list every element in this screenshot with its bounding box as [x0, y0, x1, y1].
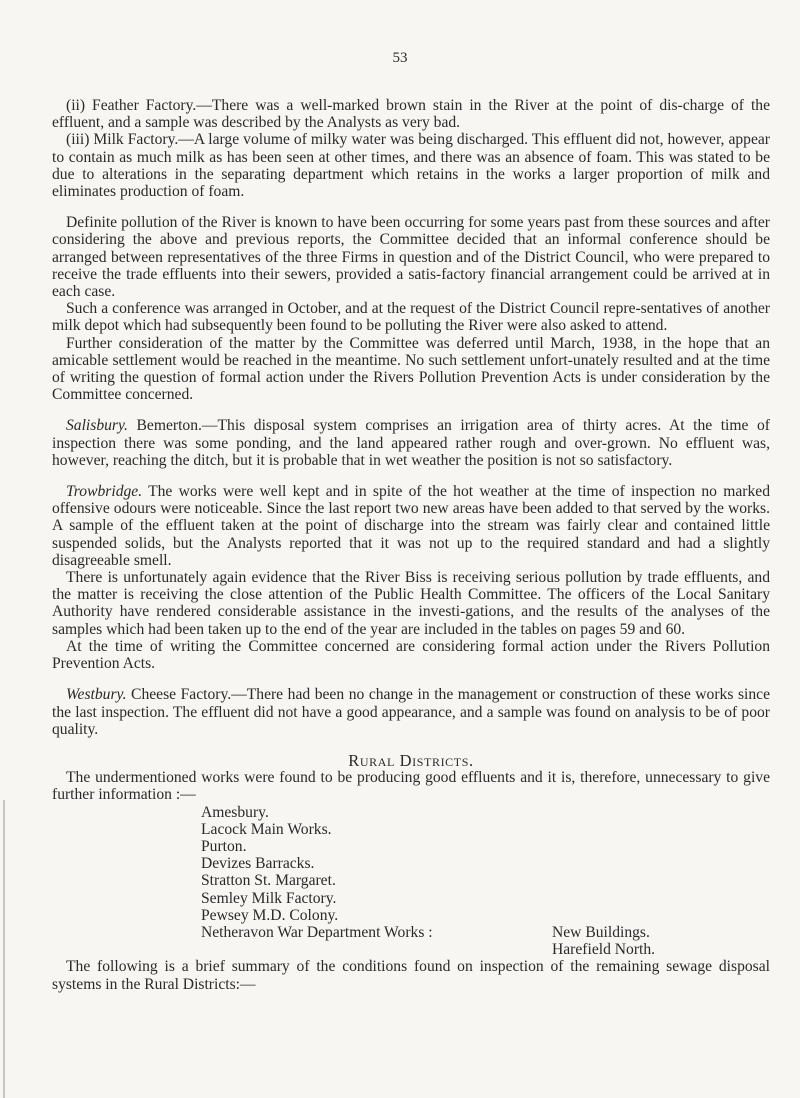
paragraph-definite-pollution: Definite pollution of the River is known to have been occurring for some years past from these sources and after considering the above and previous reports, the Committee decided that an informal conference should be arranged between representatives of the three Firms in question and of the District Council, who were prepared to receive the trade effluents into their sewers, provided a satis-factory financial arrangement could be arrived at in each case. [52, 214, 770, 301]
list-item: Devizes Barracks. [201, 855, 315, 873]
list-item: Purton. [201, 837, 247, 855]
westbury-text: Cheese Factory.—There had been no change in the management or construction of these works since the last inspection. The effluent did not have a good appearance, and a sample was found on analysis to be of poor quality. [52, 686, 770, 738]
paragraph-river-biss: There is unfortunately again evidence that the River Biss is receiving serious pollution by trade effluents, and the matter is receiving the close attention of the Public Health Committee. The officers of the Local Sanitary Authority have rendered considerable assistance in the investi-gations, and the results of the analyses of the samples which had been taken up to the end of the year are included in the tables on pages 59 and 60. [52, 569, 770, 638]
paragraph-salisbury [52, 417, 770, 469]
body-text [52, 97, 770, 993]
list-item: Pewsey M.D. Colony. [201, 906, 339, 924]
place-westbury: Westbury. [66, 686, 127, 704]
list-item: Stratton St. Margaret. [201, 872, 336, 890]
page-number: 53 [392, 50, 408, 66]
paragraph-westbury [52, 686, 770, 738]
list-item: Lacock Main Works. [201, 820, 332, 838]
list-item-netheravon [201, 924, 770, 941]
paragraph-conference: Such a conference was arranged in October, and at the request of the District Council repre-sentatives of another milk depot which had subsequently been found to be polluting the River were also asked to attend. [52, 300, 770, 335]
list-item: Semley Milk Factory. [201, 889, 337, 907]
paragraph-milk-factory: (iii) Milk Factory.—A large volume of milky water was being discharged. This effluent did not, however, appear to contain as much milk as has been seen at other times, and there was an absence of foam. This was stated to be due to alterations in the separating department which retains in the works a larger proportion of milk and eliminates production of foam. [52, 131, 770, 201]
salisbury-text: Bemerton.—This disposal system comprises an irrigation area of thirty acres. At the time of inspection there was some ponding, and the land appeared rather rough and over-grown. No effluent was, however, reaching the ditch, but it is probable that in wet weather the position is not so satisfactory. [52, 417, 770, 469]
margin-rule [3, 800, 5, 1098]
place-trowbridge: Trowbridge. [66, 483, 143, 501]
list-item: Amesbury. [201, 803, 269, 821]
paragraph-following-summary: The following is a brief summary of the conditions found on inspection of the remaining sewage disposal systems in the Rural Districts:— [52, 958, 770, 993]
paragraph-trowbridge [52, 483, 770, 569]
paragraph-further-consideration: Further consideration of the matter by the Committee was deferred until March, 1938, in the hope that an amicable settlement would be reached in the meantime. No such settlement unfort-unately resulted and at the time of writing the question of formal action under the Rivers Pollution Prevention Acts is under consideration by the Committee concerned. [52, 334, 770, 404]
netheravon-label: Netheravon War Department Works : [201, 923, 433, 941]
netheravon-new-buildings: New Buildings. [552, 923, 650, 941]
paragraph-formal-action: At the time of writing the Committee concerned are considering formal action under the Rivers Pollution Prevention Acts. [52, 637, 770, 673]
paragraph-rural-intro: The undermentioned works were found to be producing good effluents and it is, therefore, unnecessary to give further information :— [52, 769, 770, 804]
paragraph-feather-factory: (ii) Feather Factory.—There was a well-marked brown stain in the River at the point of dis-charge of the effluent, and a sample was described by the Analysts as very bad. [52, 97, 770, 132]
section-heading-rural-districts: Rural Districts. [348, 750, 474, 770]
place-salisbury: Salisbury. [66, 417, 128, 435]
works-list [52, 804, 770, 942]
trowbridge-text: The works were well kept and in spite of the hot weather at the time of inspection no marked offensive odours were noticeable. Since the last report two new areas have been added to that served by the works. A sample of the effluent taken at the point of discharge into the stream was fairly clear and contained little suspended solids, but the Analysts reported that it was not up to the required standard and had a slightly disagreeable smell. [52, 483, 770, 569]
netheravon-harefield-north: Harefield North. [552, 941, 656, 959]
